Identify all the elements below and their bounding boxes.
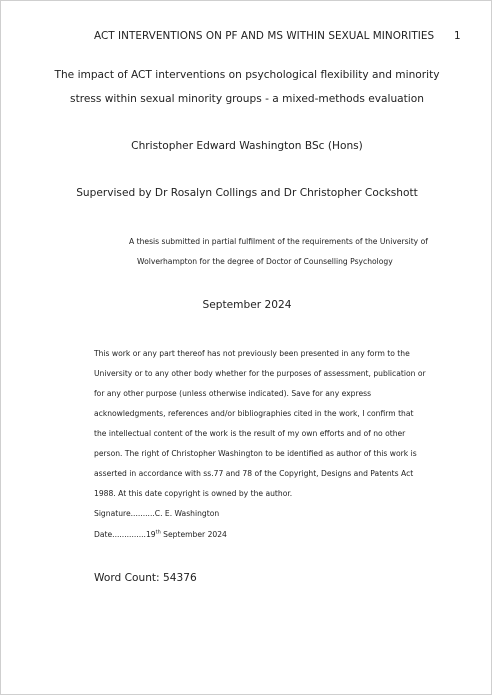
signature-line bbox=[94, 509, 219, 518]
submission-statement-line-2: Wolverhampton for the degree of Doctor of Counselling Psychology bbox=[137, 257, 393, 266]
declaration-line: person. The right of Christopher Washington to be identified as author of this work is bbox=[94, 449, 417, 458]
date-day: 19 bbox=[145, 530, 156, 539]
running-head: ACT INTERVENTIONS ON PF AND MS WITHIN SEXUAL MINORITIES bbox=[94, 30, 435, 42]
declaration-line: 1988. At this date copyright is owned by the author. bbox=[94, 489, 293, 498]
date-label: Date bbox=[94, 530, 113, 539]
declaration-line: This work or any part thereof has not previously been presented in any form to the bbox=[94, 349, 410, 358]
declaration-line: for any other purpose (unless otherwise indicated). Save for any express bbox=[94, 389, 372, 398]
declaration-line: University or to any other body whether for the purposes of assessment, publication or bbox=[94, 369, 426, 378]
thesis-title-line-2: stress within sexual minority groups - a mixed-methods evaluation bbox=[70, 93, 424, 105]
submission-statement-line-1: A thesis submitted in partial fulfilment of the requirements of the University of bbox=[129, 237, 428, 246]
date-dots: .............. bbox=[112, 530, 146, 539]
signature-value: C. E. Washington bbox=[154, 509, 220, 518]
supervisors: Supervised by Dr Rosalyn Collings and Dr Christopher Cockshott bbox=[76, 187, 418, 199]
author-name: Christopher Edward Washington BSc (Hons) bbox=[131, 140, 363, 152]
signed-date-line bbox=[94, 530, 227, 539]
declaration-line: asserted in accordance with ss.77 and 78 of the Copyright, Designs and Patents Act bbox=[94, 469, 414, 478]
date-rest: September 2024 bbox=[160, 530, 227, 539]
signature-dots: .......... bbox=[130, 509, 155, 518]
word-count: Word Count: 54376 bbox=[94, 572, 197, 584]
declaration-line: acknowledgments, references and/or bibliographies cited in the work, I confirm that bbox=[94, 409, 414, 418]
submission-date: September 2024 bbox=[202, 299, 292, 311]
signature-label: Signature bbox=[94, 509, 131, 518]
thesis-title-line-1: The impact of ACT interventions on psychological flexibility and minority bbox=[54, 69, 440, 81]
declaration-line: the intellectual content of the work is the result of my own efforts and of no other bbox=[94, 429, 406, 438]
date-ordinal-suffix: th bbox=[155, 529, 161, 536]
page-number: 1 bbox=[454, 30, 461, 42]
